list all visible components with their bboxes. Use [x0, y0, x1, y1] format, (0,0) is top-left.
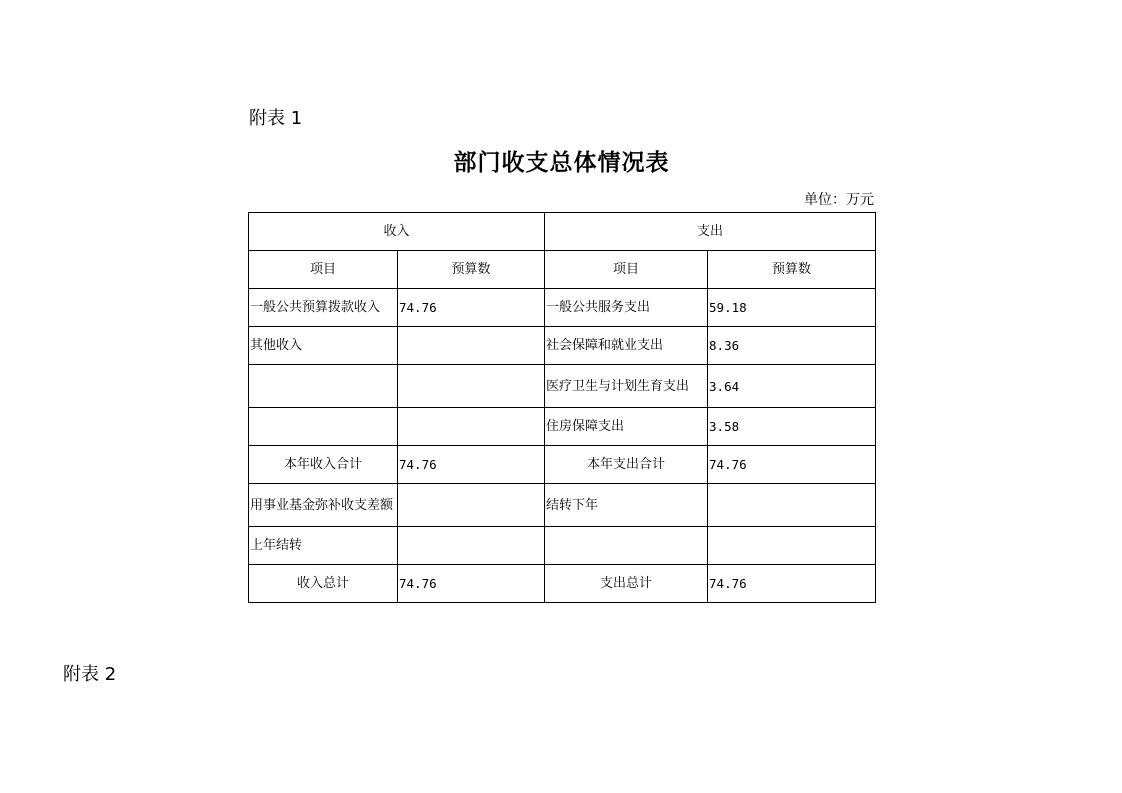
- expense-item: [545, 527, 708, 565]
- expense-budget-header: 预算数: [708, 251, 876, 289]
- table-row: [249, 327, 876, 365]
- table-row: [249, 484, 876, 527]
- income-value: 74.76: [398, 565, 545, 603]
- expense-item: 支出总计: [545, 565, 708, 603]
- expense-item: 结转下年: [545, 484, 708, 527]
- table-row: [249, 565, 876, 603]
- income-item: 一般公共预算拨款收入: [249, 289, 398, 327]
- expense-item: 一般公共服务支出: [545, 289, 708, 327]
- income-item: 用事业基金弥补收支差额: [249, 484, 398, 527]
- income-item-header: 项目: [249, 251, 398, 289]
- income-budget-header: 预算数: [398, 251, 545, 289]
- income-item: [249, 365, 398, 408]
- expense-value: 74.76: [708, 446, 876, 484]
- income-item: 上年结转: [249, 527, 398, 565]
- appendix-1-label: 附表 1: [249, 108, 303, 129]
- expense-item: 社会保障和就业支出: [545, 327, 708, 365]
- income-value: [398, 365, 545, 408]
- expense-value: 59.18: [708, 289, 876, 327]
- income-value: [398, 408, 545, 446]
- income-header: 收入: [249, 213, 545, 251]
- expense-item: 住房保障支出: [545, 408, 708, 446]
- expense-value: 3.64: [708, 365, 876, 408]
- income-value: [398, 327, 545, 365]
- expense-item-header: 项目: [545, 251, 708, 289]
- income-item: 其他收入: [249, 327, 398, 365]
- unit-label: 单位：万元: [804, 192, 874, 208]
- table-subheader-row: [249, 251, 876, 289]
- income-value: 74.76: [398, 446, 545, 484]
- budget-table: [248, 212, 876, 603]
- expense-value: [708, 527, 876, 565]
- income-item: 本年收入合计: [249, 446, 398, 484]
- table-row: [249, 408, 876, 446]
- income-item: [249, 408, 398, 446]
- table-header-row: [249, 213, 876, 251]
- page-title: 部门收支总体情况表: [453, 149, 670, 176]
- income-value: 74.76: [398, 289, 545, 327]
- expense-item: 本年支出合计: [545, 446, 708, 484]
- income-value: [398, 527, 545, 565]
- table-row: [249, 527, 876, 565]
- expense-value: 8.36: [708, 327, 876, 365]
- income-item: 收入总计: [249, 565, 398, 603]
- expense-value: 74.76: [708, 565, 876, 603]
- table-row: [249, 365, 876, 408]
- appendix-2-label: 附表 2: [63, 664, 117, 685]
- expense-value: 3.58: [708, 408, 876, 446]
- table-row: [249, 289, 876, 327]
- expense-header: 支出: [545, 213, 876, 251]
- expense-value: [708, 484, 876, 527]
- table-row: [249, 446, 876, 484]
- income-value: [398, 484, 545, 527]
- expense-item: 医疗卫生与计划生育支出: [545, 365, 708, 408]
